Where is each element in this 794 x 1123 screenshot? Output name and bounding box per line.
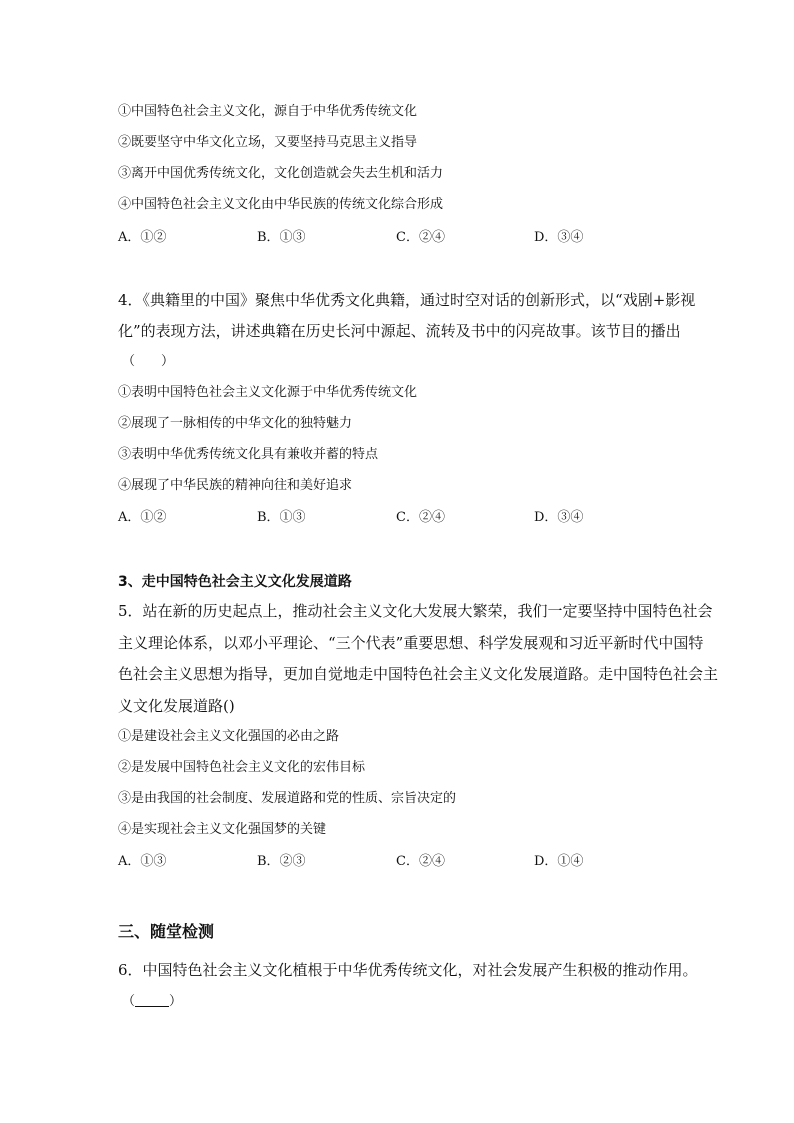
section-heading-three: 三、随堂检测: [118, 922, 215, 941]
q4-item-3: ③表明中华优秀传统文化具有兼收并蓄的特点: [118, 447, 379, 462]
q5-item-3: ③是由我国的社会制度、发展道路和党的性质、宗旨决定的: [118, 791, 457, 806]
q6-answer-blank: [122, 992, 182, 1011]
q4-answer-paren: （ ）: [122, 354, 175, 369]
q6-stem: 6．中国特色社会主义文化植根于中华优秀传统文化，对社会发展产生积极的推动作用。: [118, 961, 698, 979]
q6-paren-close: ）: [169, 994, 183, 1009]
q4-item-4: ④展现了中华民族的精神向往和美好追求: [118, 478, 353, 493]
q4-item-1: ①表明中国特色社会主义文化源于中华优秀传统文化: [118, 385, 418, 400]
q5-stem-line-4: 义文化发展道路(): [118, 697, 235, 715]
q3-item-3: ③离开中国优秀传统文化，文化创造就会失去生机和活力: [118, 166, 444, 181]
q3-option-c: C．②④: [396, 230, 445, 245]
q5-option-a: A．①③: [118, 854, 167, 869]
q3-option-a: A．①②: [118, 230, 167, 245]
q4-option-a: A．①②: [118, 510, 167, 525]
q5-stem-line-1: 5．站在新的历史起点上，推动社会主义文化大发展大繁荣，我们一定要坚持中国特色社会: [118, 602, 713, 620]
q5-option-c: C．②④: [396, 854, 445, 869]
q4-option-c: C．②④: [396, 510, 445, 525]
q5-stem-line-2: 主义理论体系，以邓小平理论、“三个代表”重要思想、科学发展观和习近平新时代中国特: [118, 634, 704, 652]
q4-option-b: B．①③: [257, 510, 306, 525]
q4-stem-line-1: 4．《典籍里的中国》聚焦中华优秀文化典籍，通过时空对话的创新形式，以“戏剧+影视: [118, 291, 696, 309]
q5-option-d: D．①④: [534, 854, 584, 869]
q3-option-d: D．③④: [534, 230, 584, 245]
q3-item-4: ④中国特色社会主义文化由中华民族的传统文化综合形成: [118, 197, 444, 212]
q5-item-1: ①是建设社会主义文化强国的必由之路: [118, 729, 340, 744]
q6-blank-line: [135, 992, 169, 1007]
q5-item-4: ④是实现社会主义文化强国梦的关键: [118, 822, 327, 837]
q4-option-d: D．③④: [534, 510, 584, 525]
q3-item-2: ②既要坚守中华文化立场，又要坚持马克思主义指导: [118, 135, 418, 150]
q3-item-1: ①中国特色社会主义文化，源自于中华优秀传统文化: [118, 104, 418, 119]
q3-option-b: B．①③: [257, 230, 306, 245]
section-heading-3: 3、走中国特色社会主义文化发展道路: [118, 574, 352, 590]
q4-stem-line-2: 化”的表现方法，讲述典籍在历史长河中源起、流转及书中的闪亮故事。该节目的播出: [118, 322, 681, 340]
q6-paren-open: （: [122, 994, 136, 1009]
q5-option-b: B．②③: [257, 854, 306, 869]
q4-item-2: ②展现了一脉相传的中华文化的独特魅力: [118, 416, 353, 431]
q5-stem-line-3: 色社会主义思想为指导，更加自觉地走中国特色社会主义文化发展道路。走中国特色社会主: [118, 665, 719, 683]
q5-item-2: ②是发展中国特色社会主义文化的宏伟目标: [118, 760, 366, 775]
